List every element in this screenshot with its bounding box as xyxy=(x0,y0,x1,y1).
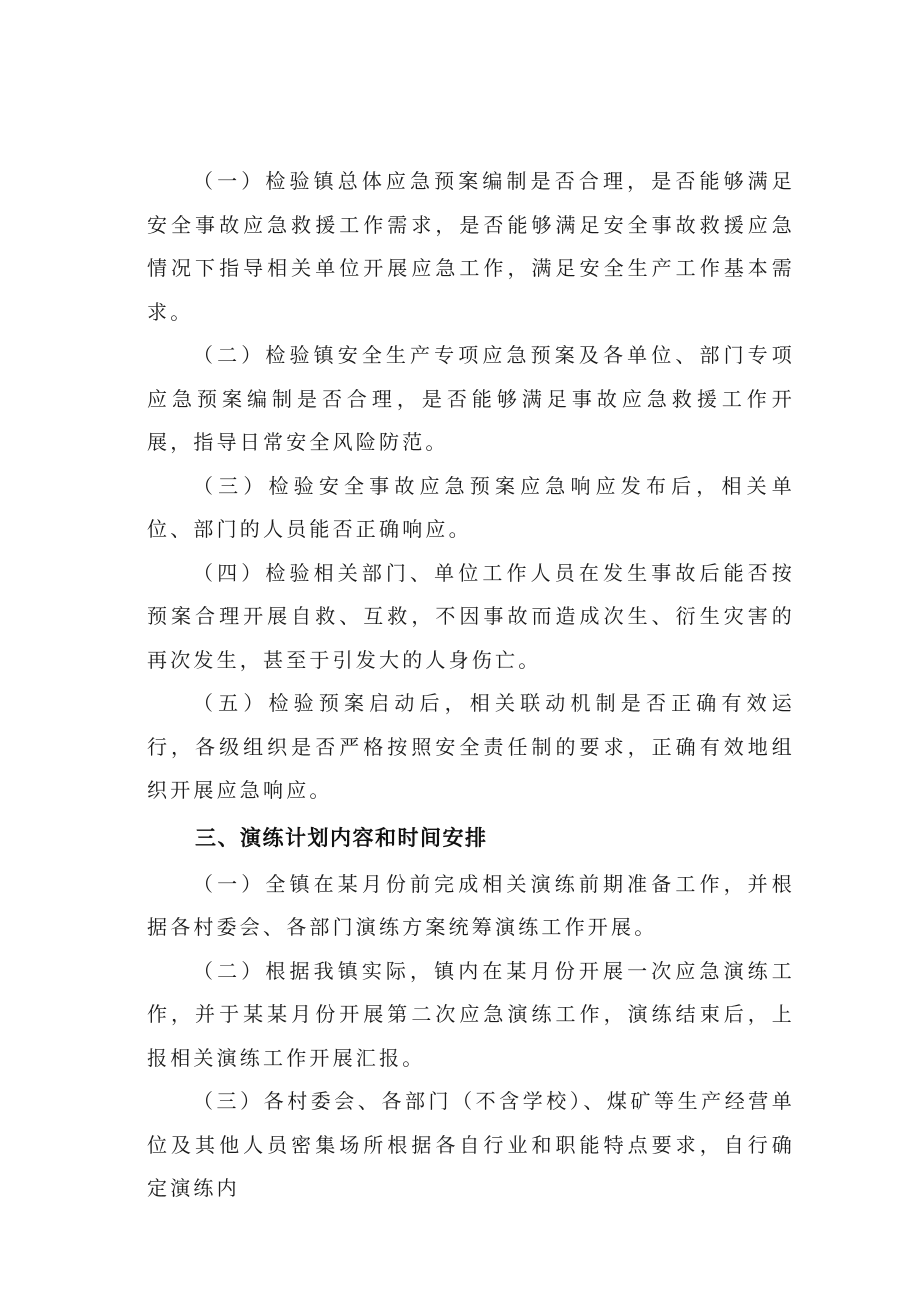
paragraph-item-5: （五）检验预案启动后，相关联动机制是否正确有效运行，各级组织是否严格按照安全责任制的要求，正确有效地组织开展应急响应。 xyxy=(147,691,795,802)
paragraph-item-4: （四）检验相关部门、单位工作人员在发生事故后能否按预案合理开展自救、互救，不因事故而造成次生、衍生灾害的再次发生，甚至于引发大的人身伤亡。 xyxy=(147,560,795,672)
paragraph-item-2: （二）检验镇安全生产专项应急预案及各单位、部门专项应急预案编制是否合理，是否能够满足事故应急救援工作开展，指导日常安全风险防范。 xyxy=(147,343,795,454)
section-heading: 三、演练计划内容和时间安排 xyxy=(195,825,488,850)
section3-item-1: （一）全镇在某月份前完成相关演练前期准备工作，并根据各村委会、各部门演练方案统筹演练工作开展。 xyxy=(147,871,795,939)
section3-item-2: （二）根据我镇实际，镇内在某月份开展一次应急演练工作，并于某某月份开展第二次应急演练工作，演练结束后，上报相关演练工作开展汇报。 xyxy=(147,958,795,1070)
document-body xyxy=(147,160,795,1211)
paragraph-item-3: （三）检验安全事故应急预案应急响应发布后，相关单位、部门的人员能否正确响应。 xyxy=(147,473,795,541)
paragraph-item-1: （一）检验镇总体应急预案编制是否合理，是否能够满足安全事故应急救援工作需求，是否能够满足安全事故救援应急情况下指导相关单位开展应急工作，满足安全生产工作基本需求。 xyxy=(147,169,795,324)
section3-item-3: （三）各村委会、各部门（不含学校）、煤矿等生产经营单位及其他人员密集场所根据各自行业和职能特点要求，自行确定演练内 xyxy=(147,1089,795,1200)
